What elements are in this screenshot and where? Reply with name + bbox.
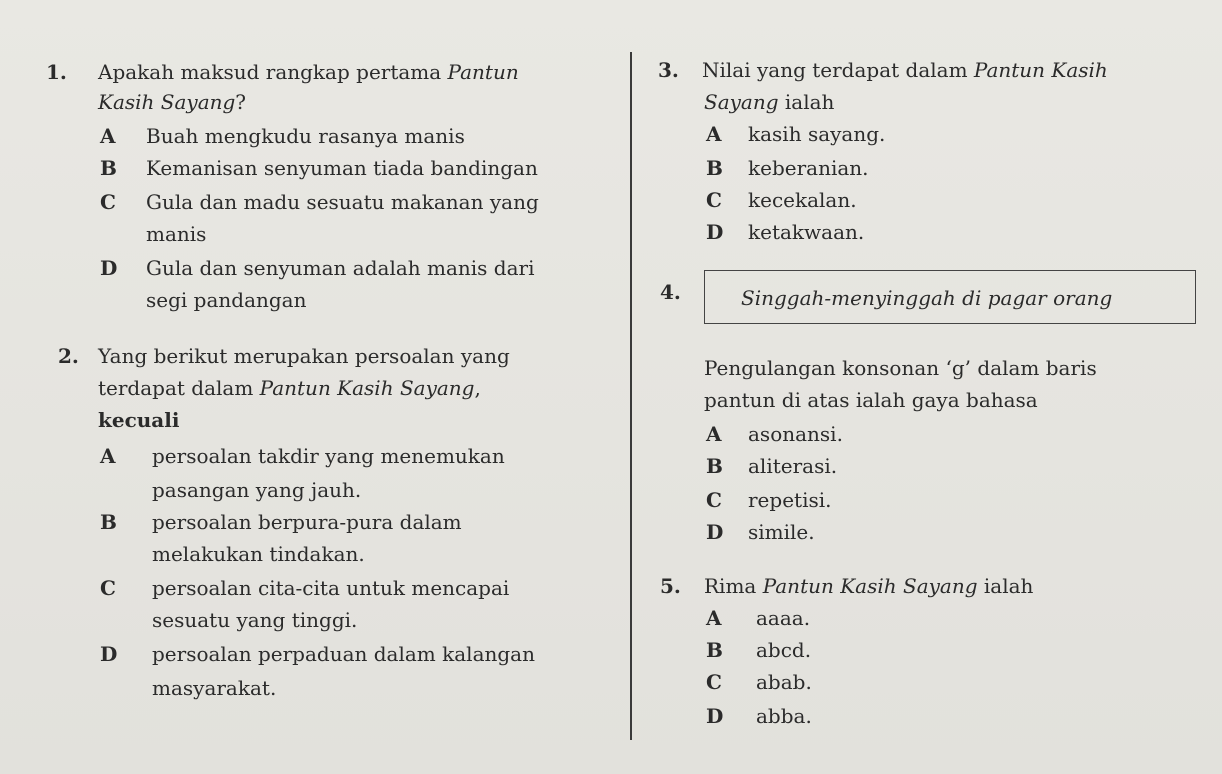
q1-option-c-text: Gula dan madu sesuatu makanan yang — [146, 190, 539, 214]
q2-option-b-text-2: melakukan tindakan. — [152, 542, 365, 566]
q2-option-a-text-2: pasangan yang jauh. — [152, 478, 362, 502]
q1-stem-line1 — [98, 60, 519, 84]
q1-option-d-text-2: segi pandangan — [146, 288, 307, 312]
q5-stem-italic: Pantun Kasih Sayang — [762, 574, 978, 598]
q5-stem-ialah: ialah — [983, 574, 1034, 598]
q5-option-d-text: abba. — [756, 704, 812, 728]
q1-stem-qmark: ? — [235, 90, 247, 114]
q3-option-a-letter[interactable]: A — [706, 122, 722, 146]
q3-option-d-text: ketakwaan. — [748, 220, 865, 244]
q2-option-b-text: persoalan berpura-pura dalam — [152, 510, 462, 534]
q1-stem-italic: Pantun — [447, 60, 519, 84]
q2-stem-line1: Yang berikut merupakan persoalan yang — [98, 344, 510, 368]
q4-option-a-letter[interactable]: A — [706, 422, 722, 446]
q3-stem-line2 — [704, 90, 834, 114]
q3-number: 3. — [658, 58, 679, 82]
q1-option-a-letter[interactable]: A — [100, 124, 116, 148]
q5-option-a-text: aaaa. — [756, 606, 811, 630]
q2-option-d-text: persoalan perpaduan dalam kalangan — [152, 642, 535, 666]
q1-number: 1. — [46, 60, 67, 84]
q5-option-a-letter[interactable]: A — [706, 606, 722, 630]
q4-option-b-text: aliterasi. — [748, 454, 838, 478]
q4-stem-line2: pantun di atas ialah gaya bahasa — [704, 388, 1038, 412]
q2-option-b-letter[interactable]: B — [100, 510, 117, 534]
q4-option-b-letter[interactable]: B — [706, 454, 723, 478]
q5-option-b-text: abcd. — [756, 638, 812, 662]
q2-stem-comma: , — [474, 376, 481, 400]
q1-stem-text: Apakah maksud rangkap pertama — [98, 60, 442, 84]
column-divider — [630, 52, 632, 740]
q2-stem-kecuali: kecuali — [98, 408, 180, 432]
q4-option-c-letter[interactable]: C — [706, 488, 722, 512]
q3-stem-italic-2: Sayang — [704, 90, 779, 114]
q4-option-d-letter[interactable]: D — [706, 520, 724, 544]
q2-stem-text: terdapat dalam — [98, 376, 254, 400]
q2-option-a-letter[interactable]: A — [100, 444, 116, 468]
q1-option-b-letter[interactable]: B — [100, 156, 117, 180]
q5-number: 5. — [660, 574, 681, 598]
q2-number: 2. — [58, 344, 79, 368]
q2-option-c-letter[interactable]: C — [100, 576, 116, 600]
q1-option-b-text: Kemanisan senyuman tiada bandingan — [146, 156, 538, 180]
q1-stem-line2 — [98, 90, 246, 114]
q2-option-d-letter[interactable]: D — [100, 642, 118, 666]
q3-option-c-text: kecekalan. — [748, 188, 857, 212]
q4-stem-line1: Pengulangan konsonan ‘g’ dalam baris — [704, 356, 1097, 380]
q2-stem-line2 — [98, 376, 481, 400]
q2-option-c-text: persoalan cita-cita untuk mencapai — [152, 576, 510, 600]
q4-option-a-text: asonansi. — [748, 422, 843, 446]
q4-option-c-text: repetisi. — [748, 488, 832, 512]
q3-option-d-letter[interactable]: D — [706, 220, 724, 244]
q5-option-b-letter[interactable]: B — [706, 638, 723, 662]
q2-option-a-text: persoalan takdir yang menemukan — [152, 444, 505, 468]
q5-stem-text: Rima — [704, 574, 757, 598]
q3-option-b-letter[interactable]: B — [706, 156, 723, 180]
q5-option-c-text: abab. — [756, 670, 812, 694]
q2-option-c-text-2: sesuatu yang tinggi. — [152, 608, 358, 632]
q5-option-d-letter[interactable]: D — [706, 704, 724, 728]
q5-option-c-letter[interactable]: C — [706, 670, 722, 694]
q4-number: 4. — [660, 280, 681, 304]
q1-option-d-letter[interactable]: D — [100, 256, 118, 280]
q1-option-d-text: Gula dan senyuman adalah manis dari — [146, 256, 535, 280]
q1-option-c-text-2: manis — [146, 222, 207, 246]
q1-option-c-letter[interactable]: C — [100, 190, 116, 214]
q3-option-a-text: kasih sayang. — [748, 122, 886, 146]
q4-option-d-text: simile. — [748, 520, 815, 544]
q3-stem-text: Nilai yang terdapat dalam — [702, 58, 968, 82]
q1-option-a-text: Buah mengkudu rasanya manis — [146, 124, 465, 148]
q1-stem-italic-2: Kasih Sayang — [98, 90, 236, 114]
q3-option-c-letter[interactable]: C — [706, 188, 722, 212]
q5-stem — [704, 574, 1033, 598]
q4-quote-text: Singgah-menyinggah di pagar orang — [741, 286, 1113, 310]
q3-option-b-text: keberanian. — [748, 156, 869, 180]
q2-option-d-text-2: masyarakat. — [152, 676, 277, 700]
q2-stem-italic: Pantun Kasih Sayang — [259, 376, 475, 400]
q3-stem-ialah: ialah — [784, 90, 835, 114]
q3-stem-line1 — [702, 58, 1108, 82]
q4-quote-box — [704, 270, 1196, 324]
q3-stem-italic: Pantun Kasih — [973, 58, 1108, 82]
